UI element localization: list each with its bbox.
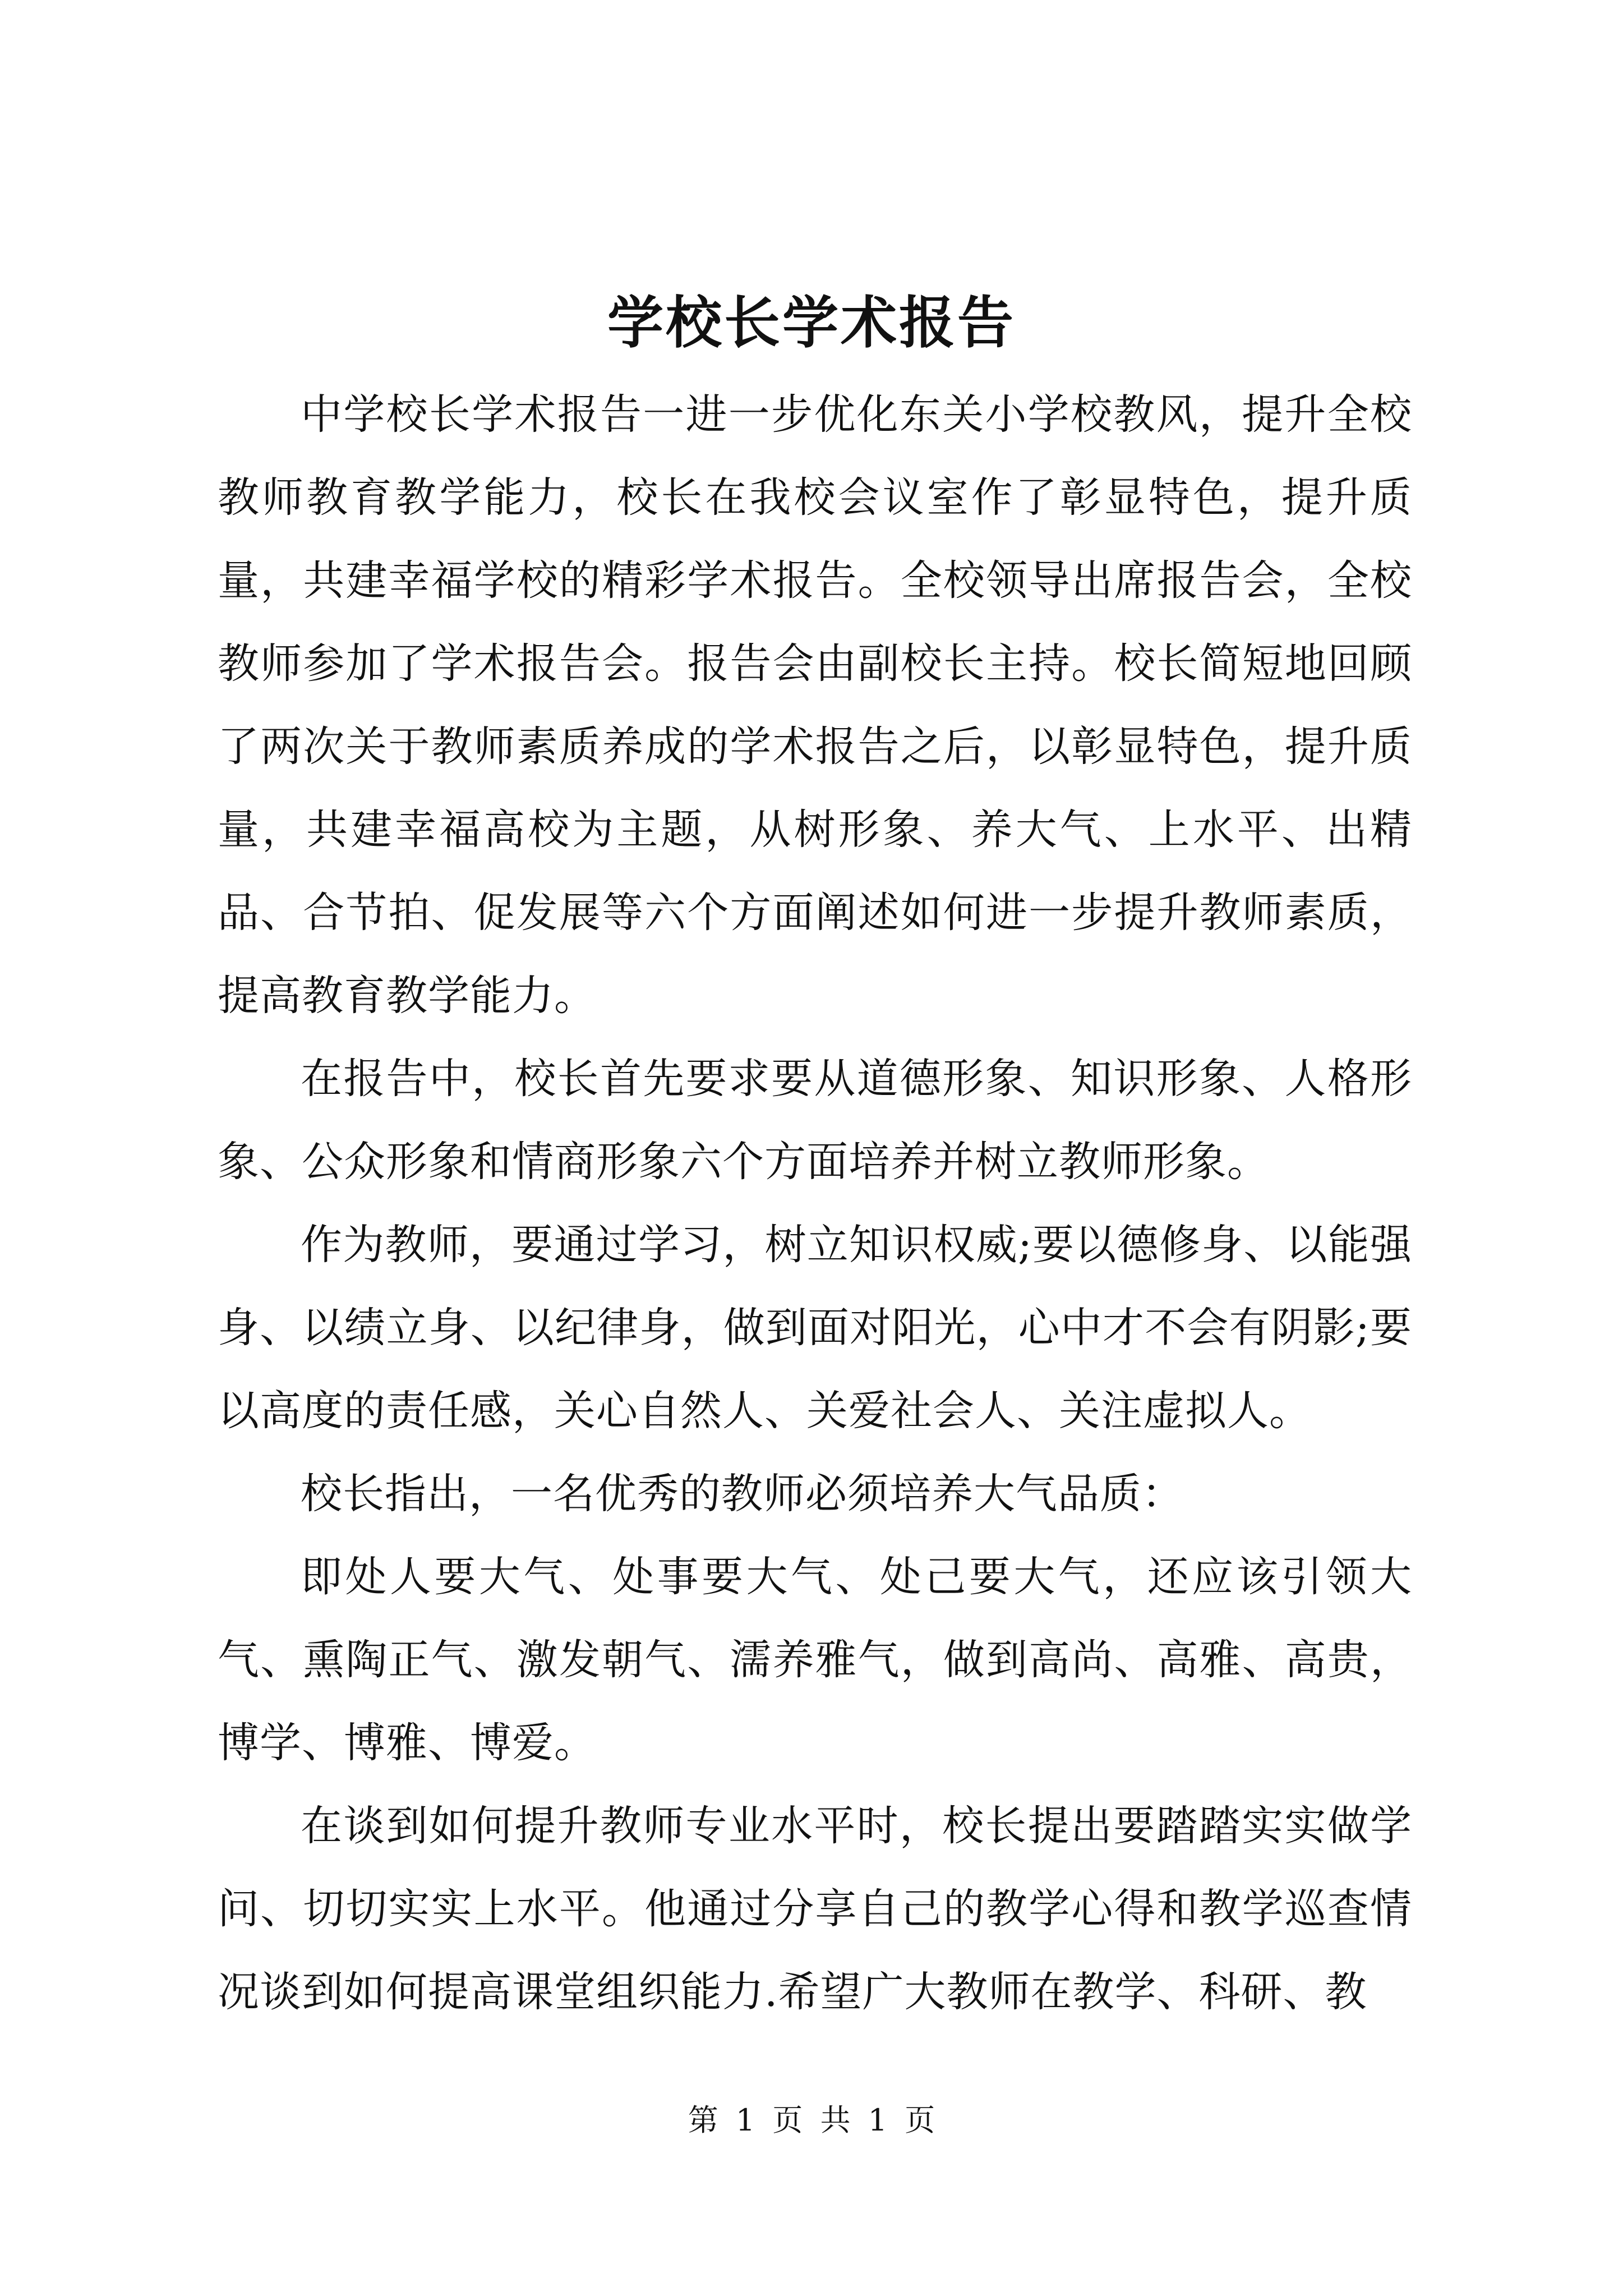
paragraph-4: 校长指出，一名优秀的教师必须培养大气品质： [301,1470,1184,1518]
document-title: 学校长学术报告 [607,289,1016,356]
paragraph-1: 中学校长学术报告一进一步优化东关小学校教风，提升全校教师教育教学能力，校长在我校会议室作了彰显特色，提升质量，共建幸福学校的精彩学术报告。全校领导出席报告会，全校教师参加了学术报告会。报告会由副校长主持。校长简短地回顾了两次关于教师素质养成的学术报告之后，以彰显特色，提升质量，共建幸福高校为主题，从树形象、养大气、上水平、出精品、合节拍、促发展等六个方面阐述如何进一步提升教师素质，提高教育教学能力。 [218,390,1412,1020]
page-number-footer: 第 1 页 共 1 页 [688,2102,935,2138]
document-body [218,373,1412,2033]
paragraph-5: 即处人要大气、处事要大气、处己要大气，还应该引领大气、熏陶正气、激发朝气、濡养雅气，做到高尚、高雅、高贵，博学、博雅、博爱。 [218,1553,1412,1767]
paragraph-3: 作为教师，要通过学习，树立知识权威;要以德修身、以能强身、以绩立身、以纪律身，做到面对阳光，心中才不会有阴影;要以高度的责任感，关心自然人、关爱社会人、关注虚拟人。 [218,1221,1412,1435]
paragraph-2: 在报告中，校长首先要求要从道德形象、知识形象、人格形象、公众形象和情商形象六个方面培养并树立教师形象。 [218,1055,1412,1186]
paragraph-6: 在谈到如何提升教师专业水平时，校长提出要踏踏实实做学问、切切实实上水平。他通过分享自己的教学心得和教学巡查情况谈到如何提高课堂组织能力.希望广大教师在教学、科研、教 [218,1802,1412,2016]
